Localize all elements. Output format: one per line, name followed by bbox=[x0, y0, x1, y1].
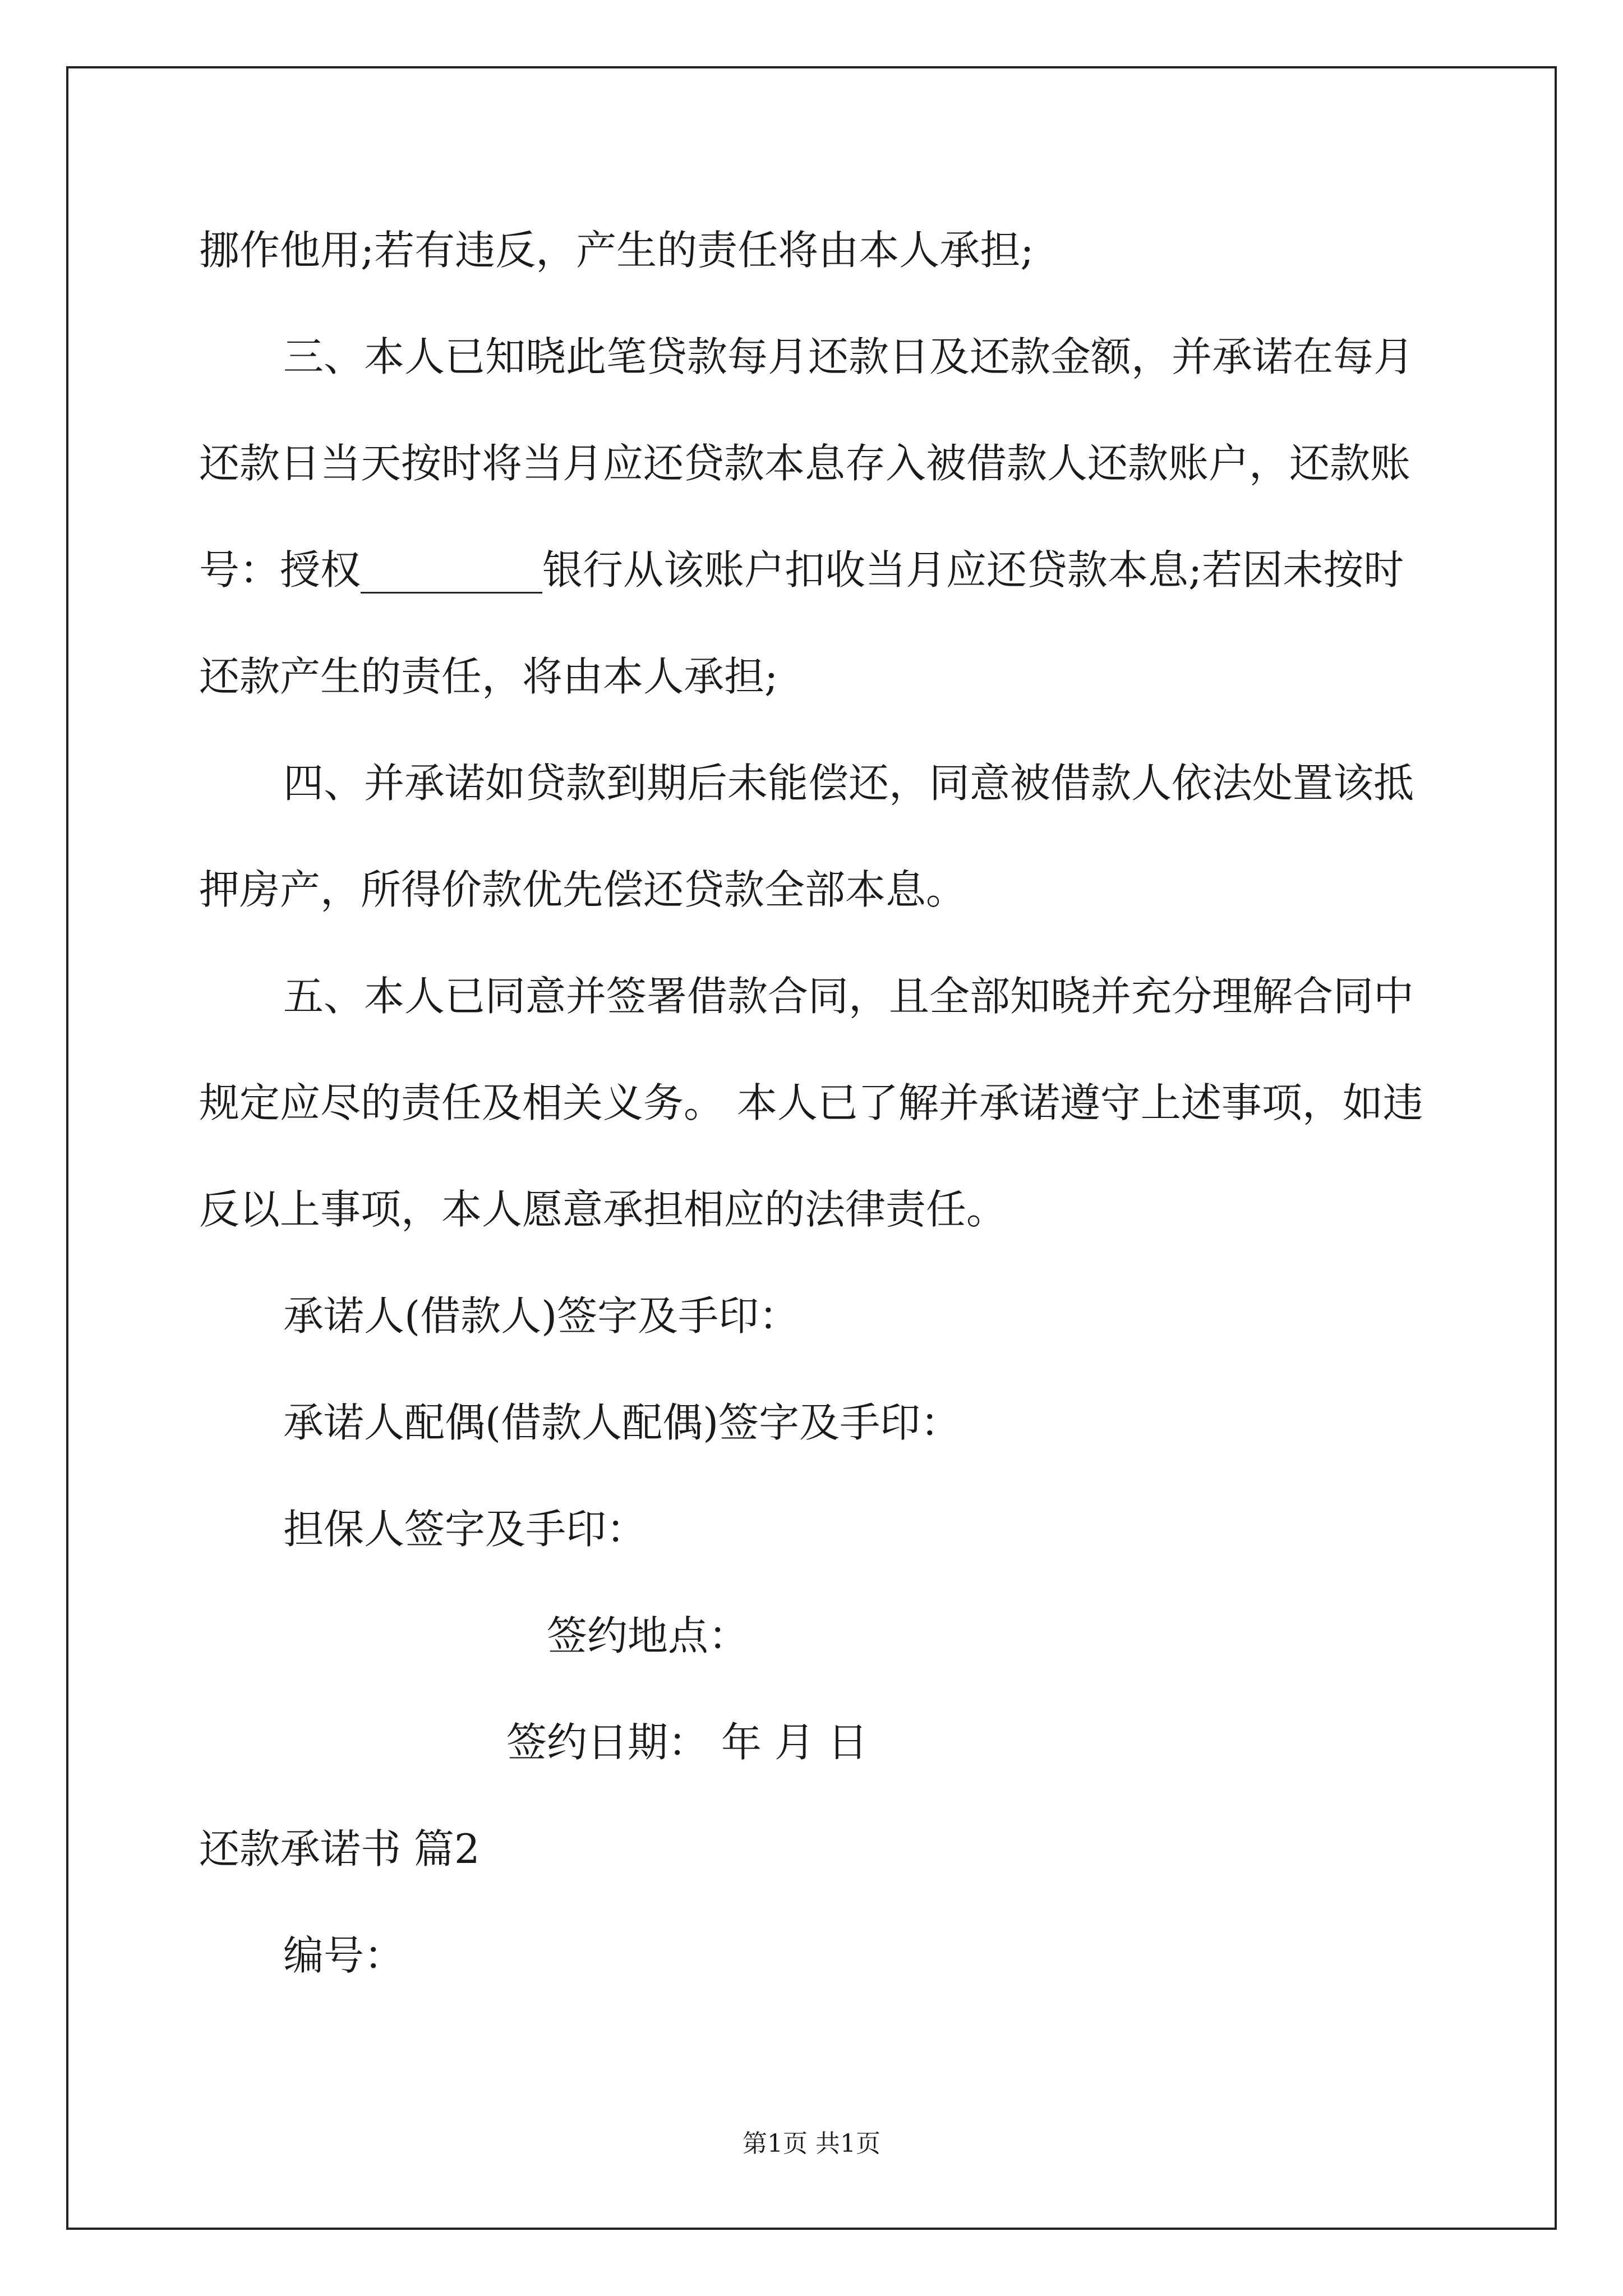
signature-line-spouse: 承诺人配偶(借款人配偶)签字及手印： bbox=[283, 1399, 961, 1446]
page-footer: 第1页 共1页 bbox=[743, 2129, 880, 2158]
paragraph-line: 三、本人已知晓此笔贷款每月还款日及还款金额，并承诺在每月 bbox=[283, 333, 1414, 380]
paragraph-line: 还款产生的责任，将由本人承担; bbox=[199, 653, 778, 700]
paragraph-line: 挪作他用;若有违反，产生的责任将由本人承担; bbox=[199, 227, 1034, 274]
section-heading: 还款承诺书 篇2 bbox=[199, 1825, 480, 1872]
paragraph-line: 规定应尽的责任及相关义务。 本人已了解并承诺遵守上述事项，如违 bbox=[199, 1079, 1423, 1126]
page-border bbox=[66, 66, 1557, 2230]
paragraph-line: 反以上事项，本人愿意承担相应的法律责任。 bbox=[199, 1186, 1007, 1233]
document-number-label: 编号： bbox=[283, 1932, 405, 1979]
signing-place: 签约地点： bbox=[547, 1612, 749, 1659]
paragraph-line: 押房产，所得价款优先偿还贷款全部本息。 bbox=[199, 866, 967, 913]
signing-date: 签约日期： 年 月 日 bbox=[506, 1719, 868, 1766]
paragraph-line: 五、本人已同意并签署借款合同，且全部知晓并充分理解合同中 bbox=[283, 973, 1414, 1020]
paragraph-line: 号：授权_________银行从该账户扣收当月应还贷款本息;若因未按时 bbox=[199, 546, 1404, 593]
paragraph-line: 还款日当天按时将当月应还贷款本息存入被借款人还款账户，还款账 bbox=[199, 440, 1411, 487]
signature-line-guarantor: 担保人签字及手印： bbox=[283, 1506, 647, 1553]
paragraph-line: 四、并承诺如贷款到期后未能偿还，同意被借款人依法处置该抵 bbox=[283, 760, 1414, 807]
signature-line-borrower: 承诺人(借款人)签字及手印： bbox=[283, 1292, 800, 1340]
